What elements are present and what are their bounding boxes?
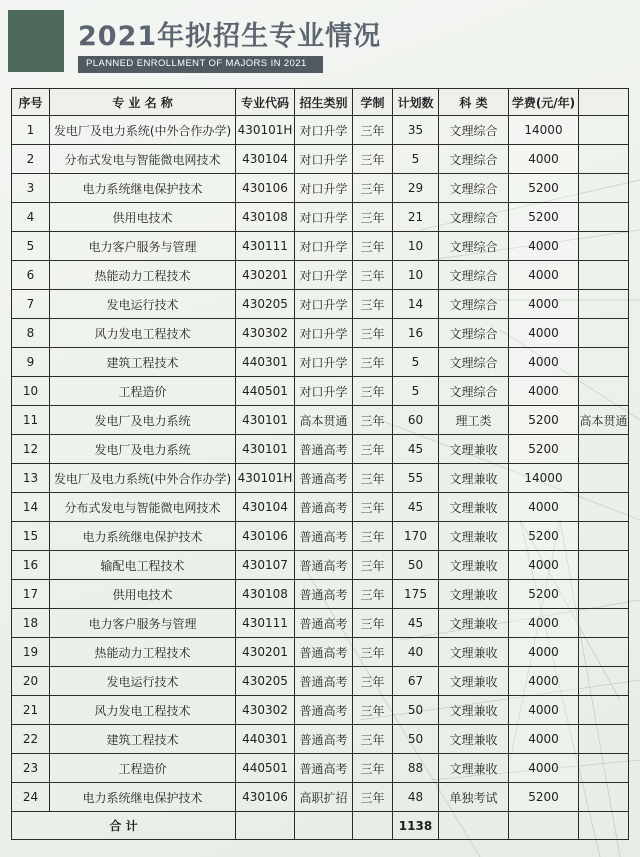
cell-major: 供用电技术 — [50, 580, 236, 609]
cell-tuition: 4000 — [509, 667, 579, 696]
cell-subject: 文理兼收 — [439, 464, 509, 493]
cell-plan: 170 — [393, 522, 439, 551]
cell-major: 电力客户服务与管理 — [50, 609, 236, 638]
cell-code: 430104 — [236, 493, 295, 522]
total-label: 合 计 — [12, 812, 236, 840]
cell-category: 对口升学 — [295, 261, 353, 290]
cell-no: 7 — [12, 290, 50, 319]
cell-category: 普通高考 — [295, 754, 353, 783]
cell-plan: 45 — [393, 435, 439, 464]
cell-duration: 三年 — [353, 203, 393, 232]
cell-no: 12 — [12, 435, 50, 464]
cell-tuition: 4000 — [509, 145, 579, 174]
cell-code: 430101 — [236, 435, 295, 464]
cell-no: 6 — [12, 261, 50, 290]
cell-tuition: 5200 — [509, 580, 579, 609]
cell-note: 高本贯通 — [579, 406, 629, 435]
total-row — [12, 812, 629, 840]
cell-code: 430101 — [236, 406, 295, 435]
total-empty-cell — [509, 812, 579, 840]
cell-duration: 三年 — [353, 609, 393, 638]
cell-category: 普通高考 — [295, 435, 353, 464]
cell-subject: 单独考试 — [439, 783, 509, 812]
cell-note — [579, 377, 629, 406]
cell-duration: 三年 — [353, 696, 393, 725]
cell-tuition: 5200 — [509, 174, 579, 203]
cell-duration: 三年 — [353, 377, 393, 406]
total-empty-cell — [236, 812, 295, 840]
cell-note — [579, 174, 629, 203]
cell-plan: 45 — [393, 493, 439, 522]
cell-tuition: 4000 — [509, 725, 579, 754]
cell-category: 普通高考 — [295, 522, 353, 551]
cell-note — [579, 348, 629, 377]
cell-plan: 55 — [393, 464, 439, 493]
cell-plan: 21 — [393, 203, 439, 232]
cell-code: 430108 — [236, 580, 295, 609]
cell-note — [579, 580, 629, 609]
cell-code: 440501 — [236, 754, 295, 783]
cell-subject: 文理综合 — [439, 377, 509, 406]
cell-no: 1 — [12, 116, 50, 145]
cell-plan: 16 — [393, 319, 439, 348]
cell-category: 普通高考 — [295, 696, 353, 725]
cell-note — [579, 203, 629, 232]
cell-tuition: 4000 — [509, 609, 579, 638]
cell-tuition: 4000 — [509, 754, 579, 783]
cell-category: 普通高考 — [295, 464, 353, 493]
cell-subject: 文理综合 — [439, 116, 509, 145]
table-row — [12, 580, 629, 609]
cell-code: 430201 — [236, 261, 295, 290]
cell-plan: 88 — [393, 754, 439, 783]
cell-major: 分布式发电与智能微电网技术 — [50, 493, 236, 522]
cell-code: 440501 — [236, 377, 295, 406]
table-row — [12, 725, 629, 754]
cell-plan: 50 — [393, 725, 439, 754]
cell-no: 15 — [12, 522, 50, 551]
col-header-tuition: 学费(元/年) — [509, 89, 579, 116]
cell-no: 22 — [12, 725, 50, 754]
cell-plan: 5 — [393, 145, 439, 174]
cell-tuition: 4000 — [509, 232, 579, 261]
cell-tuition: 4000 — [509, 638, 579, 667]
col-header-plan: 计划数 — [393, 89, 439, 116]
cell-major: 发电运行技术 — [50, 667, 236, 696]
cell-duration: 三年 — [353, 116, 393, 145]
cell-no: 9 — [12, 348, 50, 377]
cell-tuition: 4000 — [509, 696, 579, 725]
cell-note — [579, 435, 629, 464]
cell-no: 3 — [12, 174, 50, 203]
cell-subject: 文理综合 — [439, 290, 509, 319]
cell-note — [579, 609, 629, 638]
cell-duration: 三年 — [353, 638, 393, 667]
cell-plan: 5 — [393, 348, 439, 377]
cell-subject: 文理兼收 — [439, 493, 509, 522]
cell-major: 发电运行技术 — [50, 290, 236, 319]
cell-major: 发电厂及电力系统(中外合作办学) — [50, 116, 236, 145]
cell-code: 430106 — [236, 522, 295, 551]
cell-code: 430101H — [236, 116, 295, 145]
cell-major: 建筑工程技术 — [50, 348, 236, 377]
cell-duration: 三年 — [353, 406, 393, 435]
cell-note — [579, 116, 629, 145]
cell-category: 普通高考 — [295, 725, 353, 754]
cell-plan: 10 — [393, 261, 439, 290]
cell-duration: 三年 — [353, 667, 393, 696]
cell-no: 2 — [12, 145, 50, 174]
cell-category: 对口升学 — [295, 145, 353, 174]
table-row — [12, 319, 629, 348]
cell-duration: 三年 — [353, 435, 393, 464]
cell-plan: 175 — [393, 580, 439, 609]
cell-major: 电力客户服务与管理 — [50, 232, 236, 261]
cell-major: 发电厂及电力系统 — [50, 406, 236, 435]
cell-subject: 文理兼收 — [439, 580, 509, 609]
cell-category: 普通高考 — [295, 667, 353, 696]
cell-subject: 文理兼收 — [439, 667, 509, 696]
cell-note — [579, 493, 629, 522]
cell-tuition: 4000 — [509, 551, 579, 580]
cell-plan: 50 — [393, 696, 439, 725]
cell-no: 20 — [12, 667, 50, 696]
total-empty-cell — [439, 812, 509, 840]
cell-duration: 三年 — [353, 232, 393, 261]
cell-tuition: 14000 — [509, 464, 579, 493]
page-title: 2021年拟招生专业情况 — [78, 21, 382, 52]
cell-tuition: 5200 — [509, 435, 579, 464]
cell-category: 对口升学 — [295, 290, 353, 319]
header-accent-block — [8, 10, 64, 72]
cell-category: 普通高考 — [295, 638, 353, 667]
cell-duration: 三年 — [353, 261, 393, 290]
cell-code: 430205 — [236, 667, 295, 696]
cell-duration: 三年 — [353, 580, 393, 609]
cell-category: 对口升学 — [295, 232, 353, 261]
cell-note — [579, 667, 629, 696]
cell-subject: 文理综合 — [439, 174, 509, 203]
cell-code: 430106 — [236, 783, 295, 812]
cell-duration: 三年 — [353, 348, 393, 377]
cell-no: 17 — [12, 580, 50, 609]
cell-tuition: 5200 — [509, 203, 579, 232]
cell-duration: 三年 — [353, 754, 393, 783]
cell-subject: 文理兼收 — [439, 754, 509, 783]
table-row — [12, 464, 629, 493]
cell-note — [579, 754, 629, 783]
cell-no: 18 — [12, 609, 50, 638]
cell-note — [579, 464, 629, 493]
cell-code: 430101H — [236, 464, 295, 493]
total-empty-cell — [295, 812, 353, 840]
table-row — [12, 522, 629, 551]
cell-tuition: 4000 — [509, 377, 579, 406]
total-empty-cell — [579, 812, 629, 840]
cell-note — [579, 232, 629, 261]
cell-major: 发电厂及电力系统 — [50, 435, 236, 464]
col-header-duration: 学制 — [353, 89, 393, 116]
cell-major: 风力发电工程技术 — [50, 319, 236, 348]
cell-major: 分布式发电与智能微电网技术 — [50, 145, 236, 174]
cell-note — [579, 725, 629, 754]
cell-tuition: 4000 — [509, 261, 579, 290]
cell-code: 430111 — [236, 609, 295, 638]
cell-code: 440301 — [236, 348, 295, 377]
cell-category: 普通高考 — [295, 551, 353, 580]
cell-major: 电力系统继电保护技术 — [50, 174, 236, 203]
total-plan: 1138 — [393, 812, 439, 840]
cell-subject: 文理综合 — [439, 348, 509, 377]
cell-duration: 三年 — [353, 493, 393, 522]
cell-no: 21 — [12, 696, 50, 725]
cell-code: 430104 — [236, 145, 295, 174]
cell-note — [579, 522, 629, 551]
table-row — [12, 232, 629, 261]
cell-plan: 40 — [393, 638, 439, 667]
cell-code: 430302 — [236, 319, 295, 348]
cell-note — [579, 696, 629, 725]
cell-no: 14 — [12, 493, 50, 522]
cell-major: 工程造价 — [50, 377, 236, 406]
cell-note — [579, 783, 629, 812]
page-subtitle: PLANNED ENROLLMENT OF MAJORS IN 2021 — [86, 58, 307, 69]
cell-category: 对口升学 — [295, 319, 353, 348]
cell-tuition: 5200 — [509, 406, 579, 435]
cell-note — [579, 551, 629, 580]
table-row — [12, 116, 629, 145]
cell-subject: 文理兼收 — [439, 638, 509, 667]
cell-major: 工程造价 — [50, 754, 236, 783]
cell-category: 普通高考 — [295, 493, 353, 522]
table-row — [12, 696, 629, 725]
cell-plan: 48 — [393, 783, 439, 812]
cell-code: 440301 — [236, 725, 295, 754]
cell-major: 热能动力工程技术 — [50, 261, 236, 290]
table-row — [12, 348, 629, 377]
cell-note — [579, 261, 629, 290]
cell-category: 对口升学 — [295, 348, 353, 377]
table-header-row — [12, 89, 629, 116]
cell-duration: 三年 — [353, 290, 393, 319]
cell-code: 430107 — [236, 551, 295, 580]
cell-category: 对口升学 — [295, 203, 353, 232]
cell-subject: 理工类 — [439, 406, 509, 435]
cell-category: 对口升学 — [295, 116, 353, 145]
cell-subject: 文理综合 — [439, 145, 509, 174]
page-header — [0, 0, 640, 88]
table-row — [12, 551, 629, 580]
cell-no: 11 — [12, 406, 50, 435]
cell-duration: 三年 — [353, 464, 393, 493]
col-header-major: 专 业 名 称 — [50, 89, 236, 116]
cell-major: 电力系统继电保护技术 — [50, 522, 236, 551]
cell-plan: 60 — [393, 406, 439, 435]
cell-code: 430205 — [236, 290, 295, 319]
table-row — [12, 406, 629, 435]
cell-category: 高职扩招 — [295, 783, 353, 812]
cell-code: 430108 — [236, 203, 295, 232]
cell-major: 输配电工程技术 — [50, 551, 236, 580]
table-row — [12, 290, 629, 319]
col-header-category: 招生类别 — [295, 89, 353, 116]
table-row — [12, 783, 629, 812]
cell-duration: 三年 — [353, 145, 393, 174]
cell-no: 5 — [12, 232, 50, 261]
cell-major: 热能动力工程技术 — [50, 638, 236, 667]
cell-code: 430111 — [236, 232, 295, 261]
cell-major: 建筑工程技术 — [50, 725, 236, 754]
cell-category: 高本贯通 — [295, 406, 353, 435]
table-row — [12, 609, 629, 638]
cell-subject: 文理综合 — [439, 319, 509, 348]
cell-category: 对口升学 — [295, 174, 353, 203]
cell-no: 24 — [12, 783, 50, 812]
col-header-code: 专业代码 — [236, 89, 295, 116]
cell-code: 430201 — [236, 638, 295, 667]
cell-plan: 67 — [393, 667, 439, 696]
cell-tuition: 4000 — [509, 348, 579, 377]
table-row — [12, 493, 629, 522]
table-row — [12, 203, 629, 232]
cell-plan: 35 — [393, 116, 439, 145]
col-header-note — [579, 89, 629, 116]
table-row — [12, 638, 629, 667]
cell-duration: 三年 — [353, 174, 393, 203]
cell-category: 普通高考 — [295, 609, 353, 638]
cell-major: 电力系统继电保护技术 — [50, 783, 236, 812]
cell-major: 供用电技术 — [50, 203, 236, 232]
cell-no: 8 — [12, 319, 50, 348]
cell-tuition: 5200 — [509, 522, 579, 551]
cell-note — [579, 290, 629, 319]
cell-duration: 三年 — [353, 522, 393, 551]
cell-no: 19 — [12, 638, 50, 667]
table-row — [12, 435, 629, 464]
cell-plan: 14 — [393, 290, 439, 319]
total-empty-cell — [353, 812, 393, 840]
cell-subject: 文理综合 — [439, 203, 509, 232]
cell-code: 430106 — [236, 174, 295, 203]
cell-major: 风力发电工程技术 — [50, 696, 236, 725]
cell-no: 23 — [12, 754, 50, 783]
col-header-subject: 科 类 — [439, 89, 509, 116]
table-body — [12, 116, 629, 812]
cell-subject: 文理综合 — [439, 261, 509, 290]
cell-tuition: 5200 — [509, 783, 579, 812]
cell-duration: 三年 — [353, 783, 393, 812]
cell-subject: 文理兼收 — [439, 609, 509, 638]
cell-duration: 三年 — [353, 551, 393, 580]
cell-category: 普通高考 — [295, 580, 353, 609]
cell-code: 430302 — [236, 696, 295, 725]
cell-plan: 5 — [393, 377, 439, 406]
cell-subject: 文理兼收 — [439, 522, 509, 551]
cell-subject: 文理综合 — [439, 232, 509, 261]
cell-subject: 文理兼收 — [439, 725, 509, 754]
cell-note — [579, 145, 629, 174]
cell-subject: 文理兼收 — [439, 435, 509, 464]
cell-duration: 三年 — [353, 319, 393, 348]
cell-no: 13 — [12, 464, 50, 493]
table-row — [12, 377, 629, 406]
cell-tuition: 4000 — [509, 319, 579, 348]
cell-category: 对口升学 — [295, 377, 353, 406]
cell-plan: 29 — [393, 174, 439, 203]
cell-plan: 10 — [393, 232, 439, 261]
cell-note — [579, 319, 629, 348]
cell-major: 发电厂及电力系统(中外合作办学) — [50, 464, 236, 493]
cell-note — [579, 638, 629, 667]
cell-plan: 50 — [393, 551, 439, 580]
table-row — [12, 145, 629, 174]
enrollment-table — [11, 88, 629, 840]
col-header-no: 序号 — [12, 89, 50, 116]
cell-tuition: 4000 — [509, 290, 579, 319]
table-row — [12, 667, 629, 696]
table-row — [12, 174, 629, 203]
cell-plan: 45 — [393, 609, 439, 638]
table-row — [12, 754, 629, 783]
cell-no: 4 — [12, 203, 50, 232]
cell-tuition: 14000 — [509, 116, 579, 145]
cell-no: 16 — [12, 551, 50, 580]
cell-subject: 文理兼收 — [439, 551, 509, 580]
cell-subject: 文理兼收 — [439, 696, 509, 725]
table-row — [12, 261, 629, 290]
cell-tuition: 4000 — [509, 493, 579, 522]
cell-duration: 三年 — [353, 725, 393, 754]
cell-no: 10 — [12, 377, 50, 406]
